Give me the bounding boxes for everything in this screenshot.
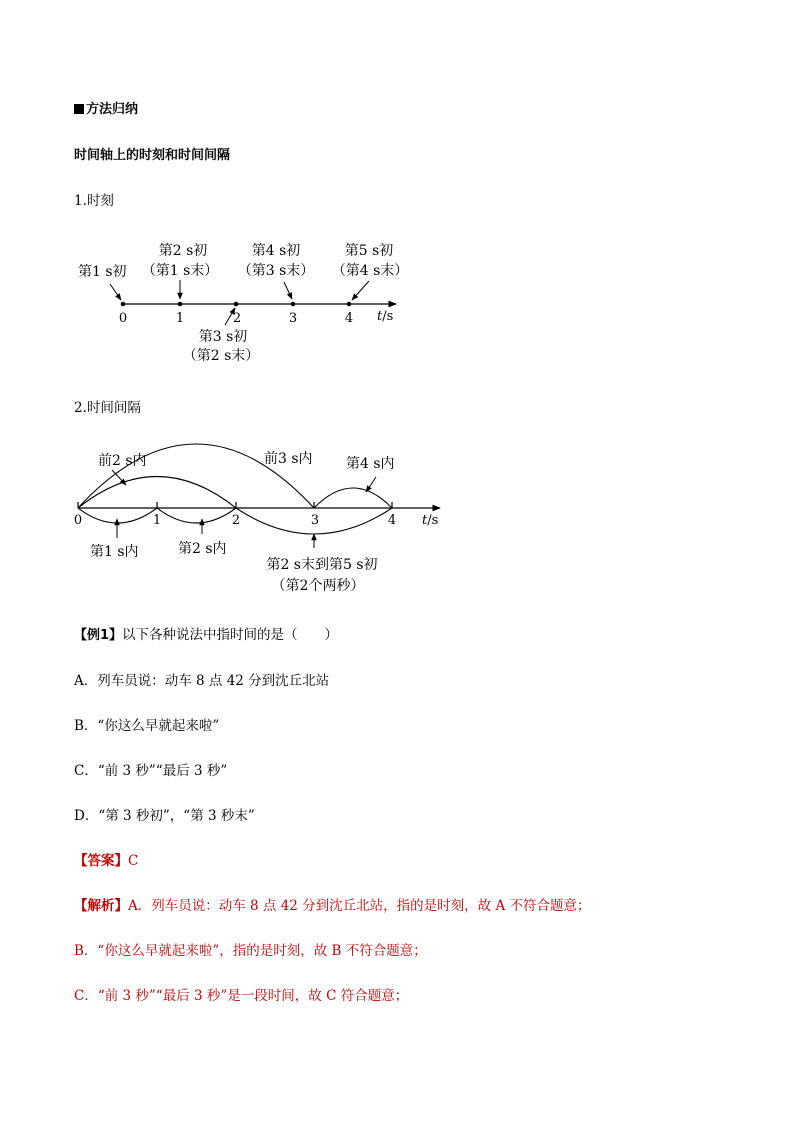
part2-title: 2.时间间隔: [74, 400, 141, 416]
tick-1: 1: [175, 311, 185, 326]
tick2-2: 2: [231, 513, 241, 528]
point-4: [347, 302, 352, 307]
analysis-line-3: C．“前 3 秒”“最后 3 秒”是一段时间，故 C 符合题意；: [74, 988, 409, 1004]
option-a: A．列车员说：动车 8 点 42 分到沈丘北站: [74, 673, 330, 689]
example-question: [74, 626, 338, 645]
label-second-s: 第2 s内: [178, 541, 227, 557]
tick2-1: 1: [152, 513, 162, 528]
label-fourth-s: 第4 s内: [346, 456, 395, 472]
arrow-first2s: [112, 470, 126, 485]
moment-timeline: [78, 243, 408, 364]
analysis-line-1: 【解析】A．列车员说：动车 8 点 42 分到沈丘北站，指的是时刻，故 A 不符合题意；: [74, 898, 591, 914]
tick2-4: 4: [387, 513, 397, 528]
analysis-line-2: B．“你这么早就起来啦”，指的是时刻，故 B 不符合题意；: [74, 943, 427, 959]
label-first2s: 前2 s内: [98, 453, 147, 469]
arc-second-s: [157, 508, 236, 523]
tick-3: 3: [288, 311, 298, 326]
option-d: D．“第 3 秒初”，“第 3 秒末”: [74, 808, 255, 824]
section-title: 方法归纳: [74, 101, 138, 119]
label-span-line2: （第2个两秒）: [271, 578, 365, 594]
arrow-point-4: [352, 281, 369, 300]
example-prefix: 【例1】: [74, 628, 123, 643]
label-first1-end: （第1 s末）: [141, 263, 219, 279]
arrow-first1-start: [110, 284, 121, 300]
option-c: C．“前 3 秒”“最后 3 秒”: [74, 763, 228, 779]
tick-4: 4: [344, 311, 354, 326]
axis-label-2: t/s: [422, 513, 439, 528]
answer-line: [74, 852, 138, 870]
point-2: [234, 302, 239, 307]
label-first1-start: 第1 s初: [78, 264, 127, 280]
label-first3-end: （第3 s末）: [237, 263, 315, 279]
interval-timeline: [74, 444, 440, 594]
subtitle: 时间轴上的时刻和时间间隔: [74, 148, 231, 163]
label-first2-end: （第2 s末）: [182, 348, 260, 364]
label-first3s: 前3 s内: [264, 451, 313, 467]
analysis-label: 【解析】: [74, 898, 128, 914]
label-first-s: 第1 s内: [90, 544, 139, 560]
answer-label: 【答案】: [74, 853, 128, 869]
tick-0: 0: [118, 311, 128, 326]
option-b: B．“你这么早就起来啦”: [74, 718, 220, 734]
arc-fourth-s: [314, 488, 392, 508]
tick2-0: 0: [73, 513, 83, 528]
answer-value: C: [128, 853, 139, 869]
arrow-fourth-s: [366, 477, 376, 492]
tick2-3: 3: [310, 513, 320, 528]
label-first5-start: 第5 s初: [344, 243, 394, 259]
tick-2: 2: [232, 311, 242, 326]
part1-title: 1.时刻: [74, 193, 114, 209]
point-3: [291, 302, 296, 307]
label-span-line1: 第2 s末到第5 s初: [266, 557, 378, 573]
label-first4-start: 第4 s初: [251, 243, 301, 259]
axis-label-1: t/s: [377, 309, 394, 324]
label-first3-start: 第3 s初: [198, 329, 248, 345]
label-first4-end: （第4 s末）: [331, 263, 409, 279]
question-text: 以下各种说法中指时间的是（ ）: [122, 627, 339, 643]
point-0: [121, 302, 126, 307]
label-first2-start: 第2 s初: [158, 243, 208, 259]
arrow-point-3: [284, 282, 292, 299]
point-1: [178, 302, 183, 307]
